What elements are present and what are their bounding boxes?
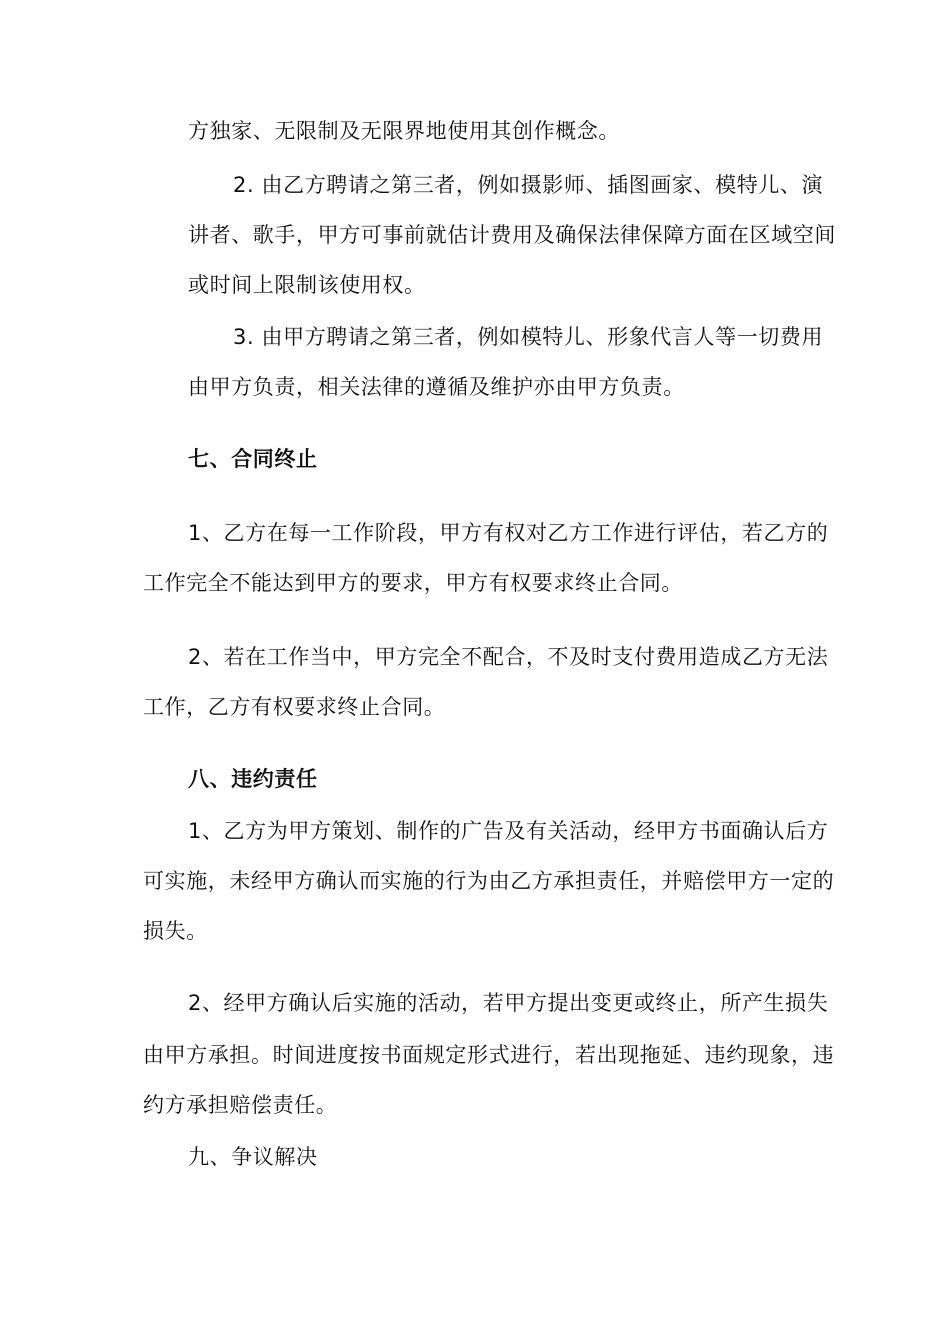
paragraph-line: 工作完全不能达到甲方的要求，甲方有权要求终止合同。 <box>143 571 683 595</box>
paragraph-line: 可实施，未经甲方确认而实施的行为由乙方承担责任，并赔偿甲方一定的 <box>143 869 835 893</box>
paragraph-line: 2、若在工作当中，甲方完全不配合，不及时支付费用造成乙方无法 <box>188 645 829 669</box>
paragraph-line: 方独家、无限制及无限界地使用其创作概念。 <box>188 119 620 143</box>
paragraph-line: 3. 由甲方聘请之第三者，例如模特儿、形象代言人等一切费用 <box>233 325 824 349</box>
paragraph-line: 1、乙方为甲方策划、制作的广告及有关活动，经甲方书面确认后方 <box>188 819 829 843</box>
paragraph-line: 或时间上限制该使用权。 <box>188 273 426 297</box>
paragraph-line: 损失。 <box>143 919 208 943</box>
paragraph-line: 由甲方负责，相关法律的遵循及维护亦由甲方负责。 <box>188 375 685 399</box>
paragraph-line: 2. 由乙方聘请之第三者，例如摄影师、插图画家、模特儿、演 <box>233 173 824 197</box>
section-heading: 九、争议解决 <box>188 1145 318 1169</box>
paragraph-line: 2、经甲方确认后实施的活动，若甲方提出变更或终止，所产生损失 <box>188 991 829 1015</box>
paragraph-line: 工作，乙方有权要求终止合同。 <box>143 695 446 719</box>
paragraph-line: 1、乙方在每一工作阶段，甲方有权对乙方工作进行评估，若乙方的 <box>188 521 829 545</box>
paragraph-line: 约方承担赔偿责任。 <box>143 1093 338 1117</box>
section-heading: 八、违约责任 <box>188 767 318 791</box>
paragraph-line: 讲者、歌手，甲方可事前就估计费用及确保法律保障方面在区域空间 <box>188 223 836 247</box>
paragraph-line: 由甲方承担。时间进度按书面规定形式进行，若出现拖延、违约现象，违 <box>143 1043 835 1067</box>
section-heading: 七、合同终止 <box>188 447 318 471</box>
